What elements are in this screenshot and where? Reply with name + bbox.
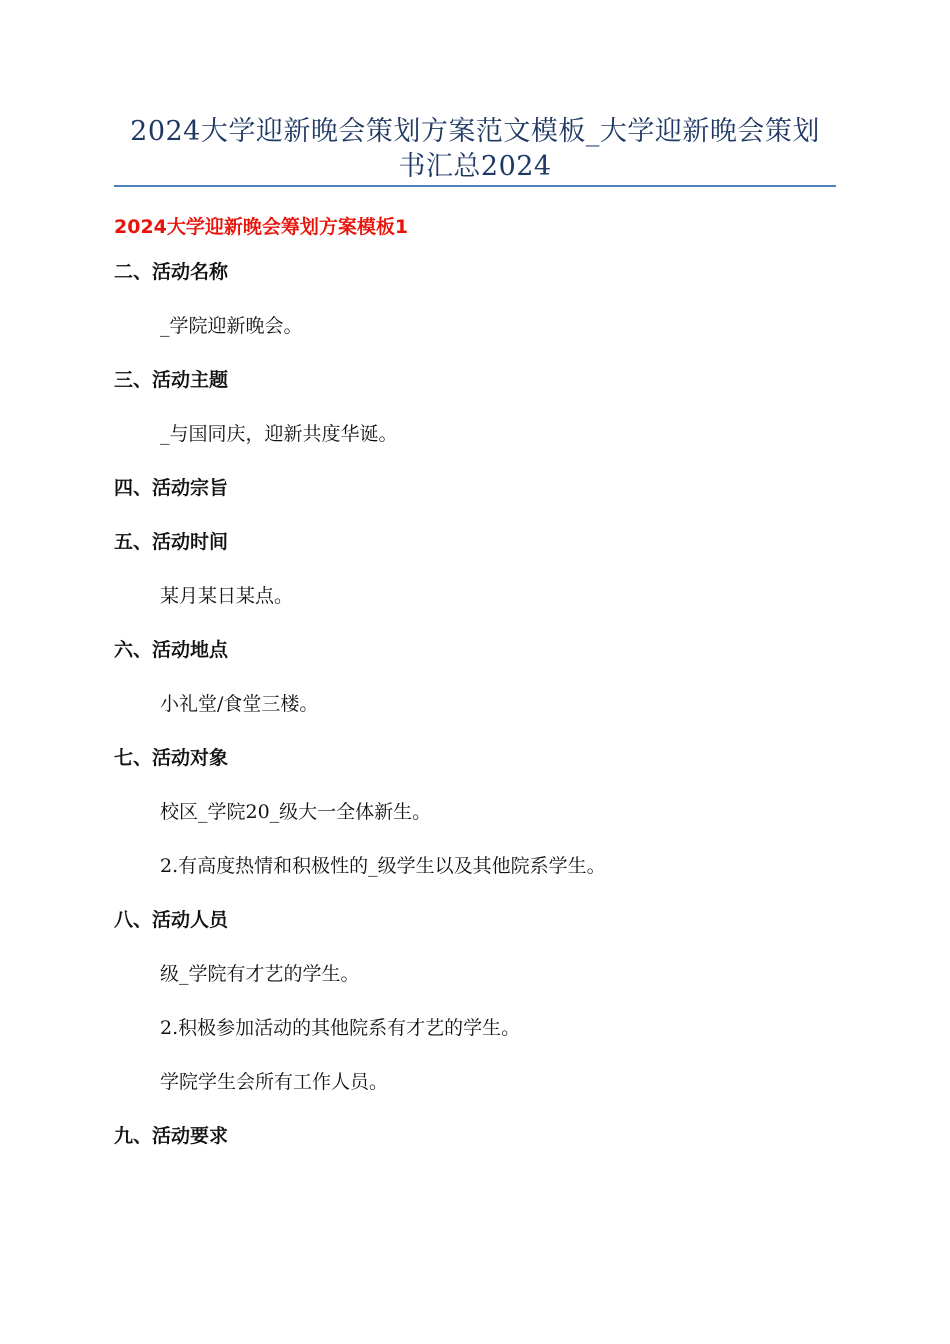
heading-activity-theme: 三、活动主题 [114, 369, 229, 391]
paragraph-activity-staff-2: 2.积极参加活动的其他院系有才艺的学生。 [160, 1017, 521, 1039]
section-subtitle: 2024大学迎新晚会筹划方案模板1 [114, 216, 409, 238]
heading-activity-audience: 七、活动对象 [114, 747, 229, 769]
heading-activity-purpose: 四、活动宗旨 [114, 477, 229, 499]
paragraph-activity-time: 某月某日某点。 [160, 585, 294, 607]
heading-activity-name: 二、活动名称 [114, 261, 229, 283]
heading-activity-requirements: 九、活动要求 [114, 1125, 229, 1147]
title-underline-divider [114, 185, 836, 187]
heading-activity-staff: 八、活动人员 [114, 909, 229, 931]
paragraph-activity-location: 小礼堂/食堂三楼。 [160, 693, 319, 715]
paragraph-activity-audience-2: 2.有高度热情和积极性的_级学生以及其他院系学生。 [160, 855, 606, 877]
paragraph-activity-staff-3: 学院学生会所有工作人员。 [160, 1071, 389, 1093]
paragraph-activity-audience-1: 校区_学院20_级大一全体新生。 [160, 801, 432, 823]
document-title-line-2: 书汇总2024 [398, 151, 552, 182]
heading-activity-time: 五、活动时间 [114, 531, 229, 553]
heading-activity-location: 六、活动地点 [114, 639, 229, 661]
document-title [114, 114, 836, 184]
document-title-line-1: 2024大学迎新晚会策划方案范文模板_大学迎新晚会策划 [130, 116, 820, 147]
paragraph-activity-name: _学院迎新晚会。 [160, 315, 303, 337]
paragraph-activity-staff-1: 级_学院有才艺的学生。 [160, 963, 360, 985]
paragraph-activity-theme: _与国同庆，迎新共度华诞。 [160, 423, 398, 445]
